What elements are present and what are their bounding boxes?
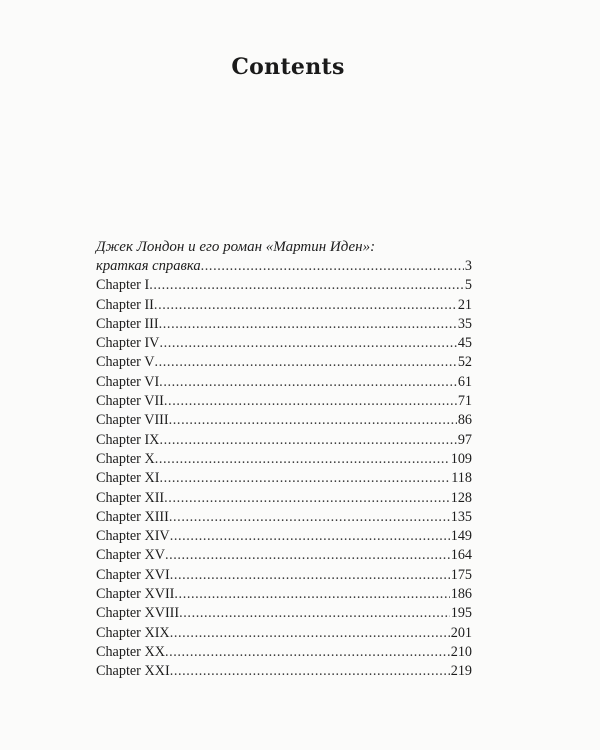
dot-leader [159, 431, 456, 450]
toc-entry-chapter[interactable] [96, 662, 472, 681]
toc-entry-label: Chapter I [96, 277, 150, 294]
toc-entry-label: Chapter XV [96, 547, 165, 564]
dot-leader [170, 624, 450, 643]
toc-entry-label: Chapter XXI [96, 663, 170, 680]
dot-leader [170, 662, 450, 681]
toc-entry-chapter[interactable] [96, 585, 472, 604]
toc-page-number: 175 [450, 566, 472, 583]
toc-page-number: 149 [450, 528, 472, 545]
chapter-list [96, 276, 472, 681]
dot-leader [164, 392, 457, 411]
dot-leader [159, 469, 450, 488]
toc-entry-chapter[interactable] [96, 411, 472, 430]
toc-entry-chapter[interactable] [96, 566, 472, 585]
toc-entry-chapter[interactable] [96, 334, 472, 353]
toc-entry-chapter[interactable] [96, 489, 472, 508]
toc-entry-chapter[interactable] [96, 276, 472, 295]
toc-entry-label: Chapter IV [96, 335, 160, 352]
toc-entry-label: Chapter XIX [96, 624, 170, 641]
dot-leader [165, 546, 450, 565]
toc-entry-chapter[interactable] [96, 450, 472, 469]
dot-leader [169, 411, 457, 430]
toc-entry-label: Chapter IX [96, 431, 160, 448]
toc-page-number: 164 [450, 547, 472, 564]
dot-leader [164, 489, 450, 508]
table-of-contents [96, 238, 472, 682]
toc-entry-chapter[interactable] [96, 315, 472, 334]
toc-entry-label: Chapter XVIII [96, 605, 180, 622]
toc-entry-chapter[interactable] [96, 431, 472, 450]
dot-leader [174, 585, 449, 604]
toc-entry-label: Chapter XVI [96, 566, 170, 583]
toc-page-number: 21 [457, 296, 472, 313]
toc-page-number: 52 [457, 354, 472, 371]
intro-title-line: Джек Лондон и его роман «Мартин Иден»: [96, 239, 376, 255]
toc-page-number: 186 [450, 586, 472, 603]
toc-entry-chapter[interactable] [96, 469, 472, 488]
toc-entry-label: Chapter VI [96, 373, 160, 390]
toc-entry-label: Chapter XVII [96, 586, 175, 603]
dot-leader [159, 373, 457, 392]
toc-entry-label: Chapter X [96, 450, 155, 467]
toc-page-number: 109 [450, 450, 472, 467]
toc-page-number: 128 [450, 489, 472, 506]
toc-entry-label: Chapter XIV [96, 528, 170, 545]
dot-leader [169, 508, 450, 527]
toc-entry-label: Chapter II [96, 296, 154, 313]
toc-entry-label: Chapter XI [96, 470, 160, 487]
toc-page-number: 45 [457, 335, 472, 352]
toc-entry-label: Chapter XIII [96, 508, 169, 525]
toc-page-number: 35 [457, 315, 472, 332]
toc-entry-chapter[interactable] [96, 643, 472, 662]
toc-entry-chapter[interactable] [96, 546, 472, 565]
toc-page-number: 201 [450, 624, 472, 641]
toc-entry-label: Chapter III [96, 315, 159, 332]
dot-leader [159, 315, 457, 334]
dot-leader [165, 643, 450, 662]
toc-page-number: 135 [450, 508, 472, 525]
toc-page-number: 118 [451, 470, 472, 487]
toc-page-number: 71 [457, 393, 472, 410]
toc-entry-label: Chapter VIII [96, 412, 169, 429]
toc-page-number: 210 [450, 643, 472, 660]
dot-leader [149, 276, 464, 295]
toc-entry-chapter[interactable] [96, 296, 472, 315]
toc-page-number: 61 [457, 373, 472, 390]
toc-page-number: 219 [450, 663, 472, 680]
dot-leader [201, 257, 464, 276]
toc-entry-label: Chapter VII [96, 393, 164, 410]
toc-entry-chapter[interactable] [96, 353, 472, 372]
dot-leader [154, 353, 456, 372]
toc-entry-chapter[interactable] [96, 508, 472, 527]
toc-entry-label: Chapter V [96, 354, 155, 371]
toc-entry-label: Chapter XII [96, 489, 165, 506]
toc-page-number: 5 [464, 277, 472, 294]
page-title: Contents [231, 54, 345, 80]
toc-page-number: 3 [464, 258, 472, 274]
toc-page-number: 86 [457, 412, 472, 429]
toc-entry-label: краткая справка [96, 258, 201, 274]
toc-entry-label: Chapter XX [96, 643, 165, 660]
dot-leader [155, 450, 450, 469]
toc-entry-chapter[interactable] [96, 527, 472, 546]
dot-leader [159, 334, 456, 353]
toc-entry-chapter[interactable] [96, 373, 472, 392]
dot-leader [179, 604, 450, 623]
toc-entry-intro[interactable] [96, 257, 472, 276]
toc-page-number: 195 [450, 605, 472, 622]
dot-leader [170, 527, 450, 546]
dot-leader [154, 296, 457, 315]
toc-entry-chapter[interactable] [96, 392, 472, 411]
toc-page-number: 97 [457, 431, 472, 448]
dot-leader [170, 566, 450, 585]
toc-entry-chapter[interactable] [96, 624, 472, 643]
toc-entry-chapter[interactable] [96, 604, 472, 623]
